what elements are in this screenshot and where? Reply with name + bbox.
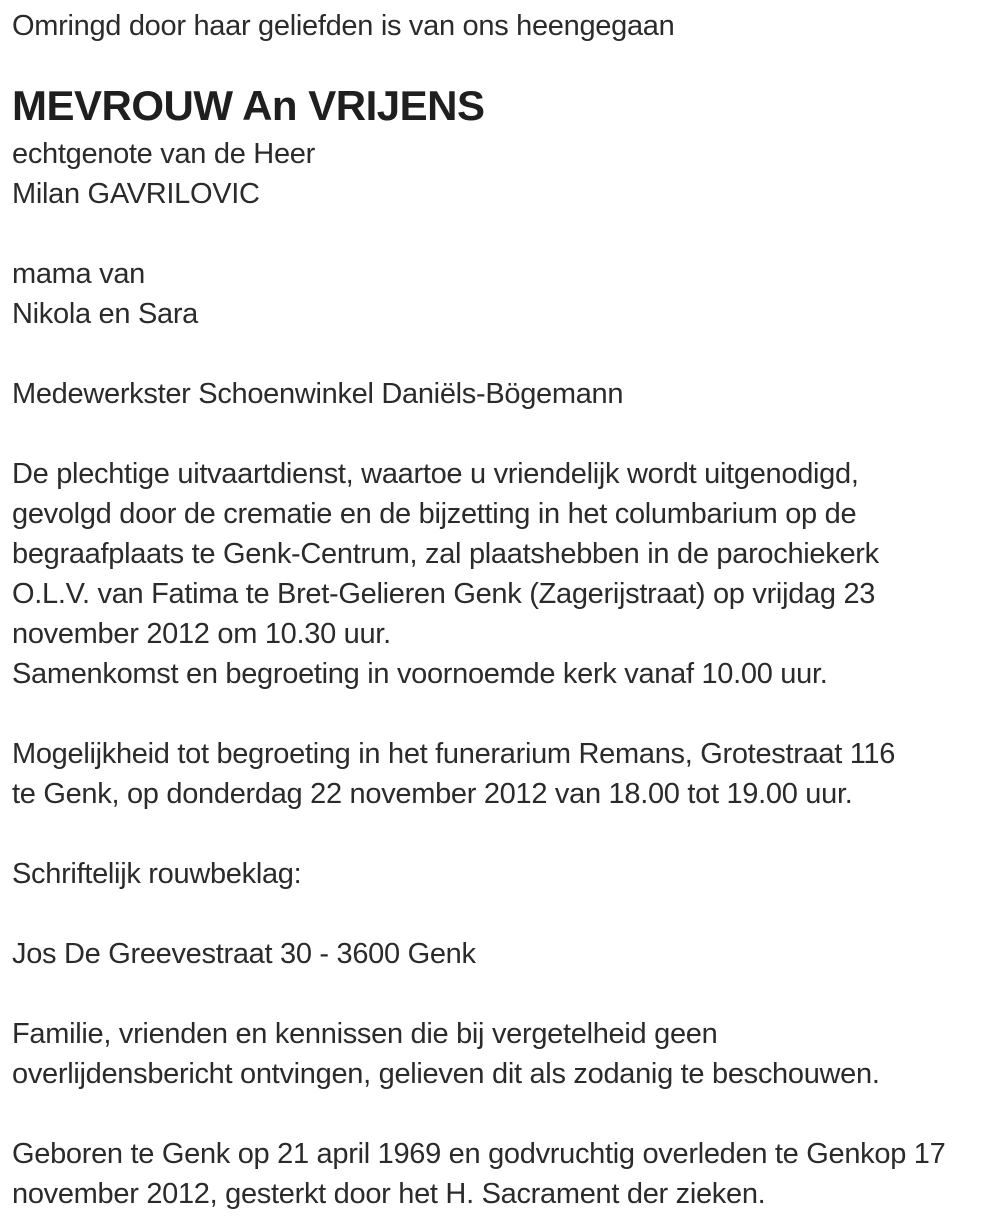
spacer	[12, 694, 990, 734]
spacer	[12, 334, 990, 374]
spacer	[12, 894, 990, 934]
spacer	[12, 974, 990, 1014]
service-paragraph	[12, 454, 990, 694]
life-dates-paragraph	[12, 1134, 990, 1214]
spouse-block	[12, 134, 990, 214]
life-dates-line: Geboren te Genk op 21 april 1969 en godvruchtig overleden te Genkop 17	[12, 1138, 946, 1170]
visitation-paragraph	[12, 734, 990, 814]
spouse-intro-line: echtgenote van de Heer	[12, 138, 315, 170]
spouse-name-line: Milan GAVRILOVIC	[12, 178, 260, 210]
service-line: O.L.V. van Fatima te Bret-Gelieren Genk (Zagerijstraat) op vrijdag 23	[12, 578, 876, 610]
service-line: november 2012 om 10.30 uur.	[12, 618, 391, 650]
service-line: De plechtige uitvaartdienst, waartoe u vriendelijk wordt uitgenodigd,	[12, 458, 859, 490]
children-names-line: Nikola en Sara	[12, 298, 199, 330]
spacer	[12, 1094, 990, 1134]
notice-paragraph	[12, 1014, 990, 1094]
notice-line: overlijdensbericht ontvingen, gelieven dit als zodanig te beschouwen.	[12, 1058, 880, 1090]
spacer	[12, 814, 990, 854]
visitation-line: Mogelijkheid tot begroeting in het funerarium Remans, Grotestraat 116	[12, 738, 896, 770]
visitation-line: te Genk, op donderdag 22 november 2012 van 18.00 tot 19.00 uur.	[12, 778, 853, 810]
notice-line: Familie, vrienden en kennissen die bij vergetelheid geen	[12, 1018, 718, 1050]
children-block	[12, 254, 990, 334]
spacer	[12, 214, 990, 254]
children-intro-line: mama van	[12, 258, 145, 290]
occupation-line: Medewerkster Schoenwinkel Daniëls-Bögemann	[12, 378, 624, 410]
service-line: Samenkomst en begroeting in voornoemde kerk vanaf 10.00 uur.	[12, 658, 828, 690]
spacer	[12, 414, 990, 454]
condolence-address-line: Jos De Greevestraat 30 - 3600 Genk	[12, 938, 476, 970]
life-dates-line: november 2012, gesterkt door het H. Sacrament der zieken.	[12, 1178, 766, 1210]
condolences-label: Schriftelijk rouwbeklag:	[12, 858, 302, 890]
deceased-name-heading: MEVROUW An VRIJENS	[12, 82, 485, 129]
intro-line: Omringd door haar geliefden is van ons heengegaan	[12, 10, 675, 42]
service-line: begraafplaats te Genk-Centrum, zal plaatshebben in de parochiekerk	[12, 538, 879, 570]
service-line: gevolgd door de crematie en de bijzetting in het columbarium op de	[12, 498, 857, 530]
